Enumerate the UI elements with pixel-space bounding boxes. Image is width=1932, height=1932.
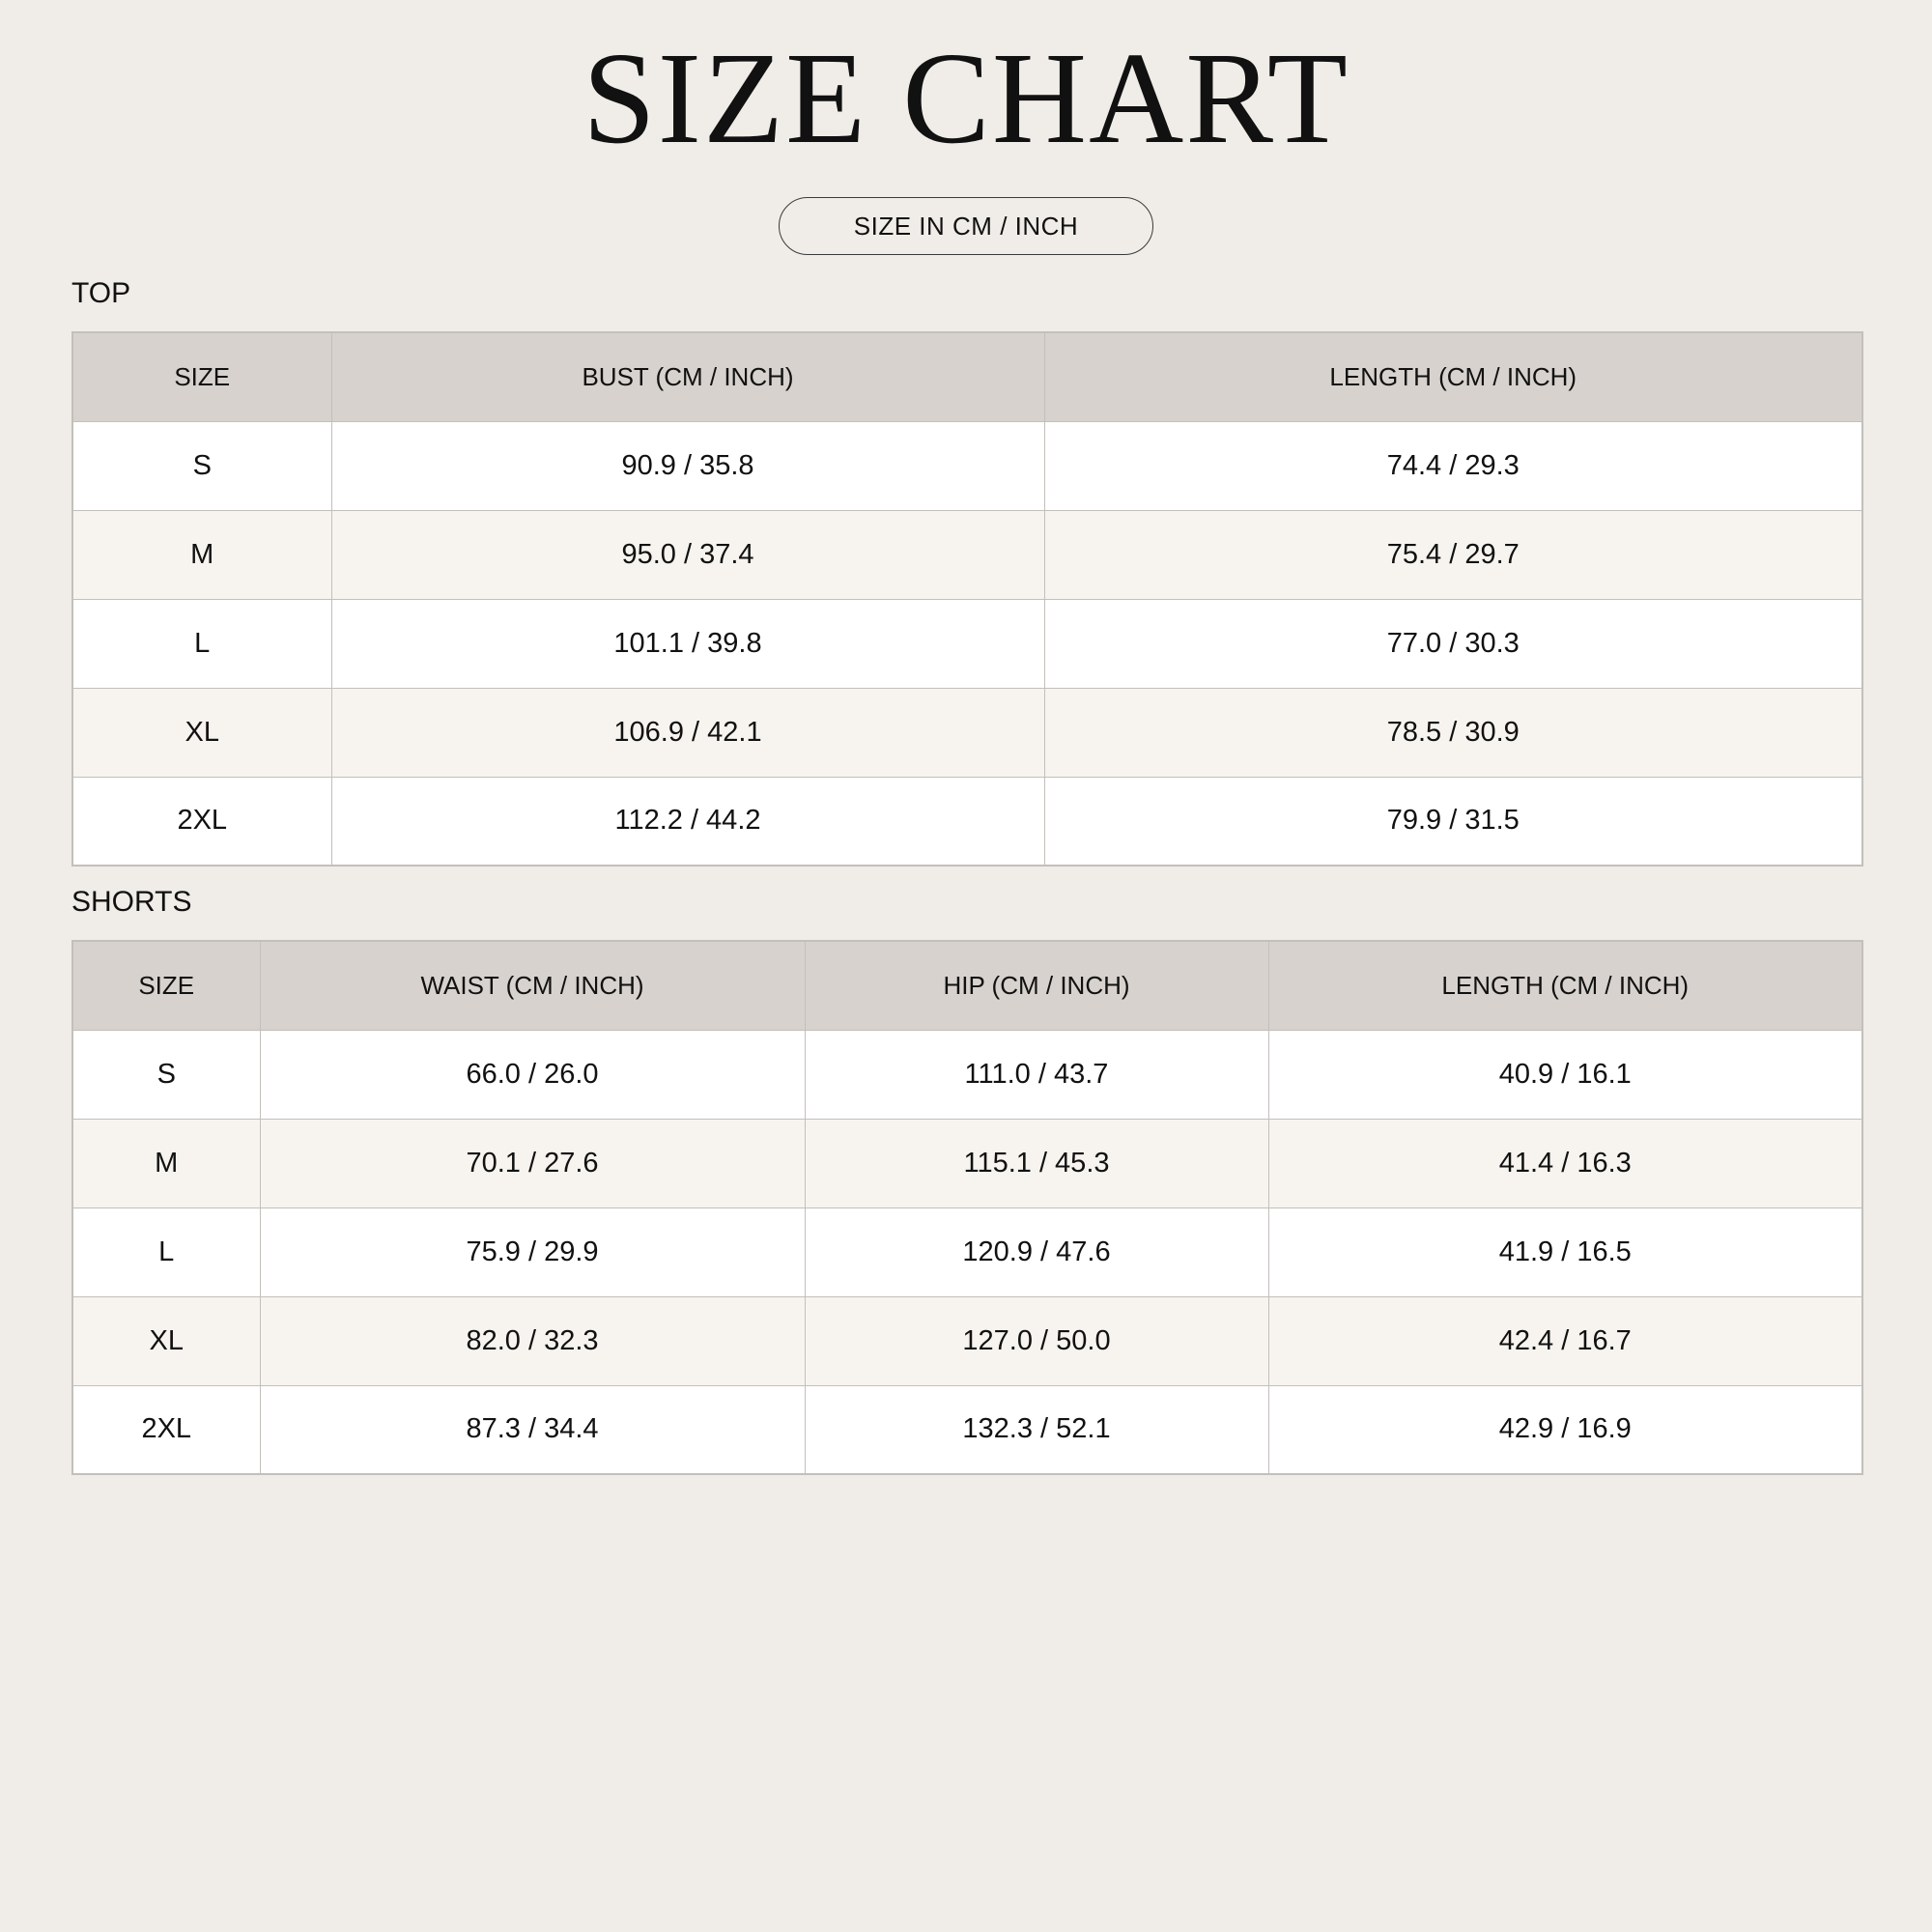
size-cell: M: [72, 1119, 260, 1208]
table-row: [72, 1119, 1862, 1208]
length-cell: 78.5 / 30.9: [1044, 688, 1862, 777]
hip-cell: 120.9 / 47.6: [805, 1208, 1268, 1296]
table-row: [72, 688, 1862, 777]
size-cell: XL: [72, 688, 331, 777]
bust-cell: 90.9 / 35.8: [331, 421, 1044, 510]
table-row: [72, 421, 1862, 510]
length-cell: 74.4 / 29.3: [1044, 421, 1862, 510]
length-cell: 77.0 / 30.3: [1044, 599, 1862, 688]
size-cell: M: [72, 510, 331, 599]
table-row: [72, 1296, 1862, 1385]
length-cell: 79.9 / 31.5: [1044, 777, 1862, 866]
unit-badge: [779, 197, 1153, 255]
table-row: [72, 777, 1862, 866]
column-header: LENGTH (CM / INCH): [1044, 332, 1862, 421]
shorts-size-table: [71, 940, 1863, 1475]
table-header-row: [72, 941, 1862, 1030]
column-header: WAIST (CM / INCH): [260, 941, 805, 1030]
hip-cell: 132.3 / 52.1: [805, 1385, 1268, 1474]
bust-cell: 95.0 / 37.4: [331, 510, 1044, 599]
size-cell: S: [72, 421, 331, 510]
column-header: HIP (CM / INCH): [805, 941, 1268, 1030]
table-header-row: [72, 332, 1862, 421]
section-label-shorts: SHORTS: [71, 886, 192, 918]
column-header: SIZE: [72, 941, 260, 1030]
waist-cell: 66.0 / 26.0: [260, 1030, 805, 1119]
page-title: SIZE CHART: [582, 26, 1350, 171]
hip-cell: 115.1 / 45.3: [805, 1119, 1268, 1208]
length-cell: 41.4 / 16.3: [1268, 1119, 1862, 1208]
waist-cell: 75.9 / 29.9: [260, 1208, 805, 1296]
hip-cell: 127.0 / 50.0: [805, 1296, 1268, 1385]
waist-cell: 87.3 / 34.4: [260, 1385, 805, 1474]
table-row: [72, 510, 1862, 599]
length-cell: 41.9 / 16.5: [1268, 1208, 1862, 1296]
table-row: [72, 1385, 1862, 1474]
unit-badge-label: SIZE IN CM / INCH: [853, 211, 1079, 241]
bust-cell: 112.2 / 44.2: [331, 777, 1044, 866]
size-cell: S: [72, 1030, 260, 1119]
waist-cell: 82.0 / 32.3: [260, 1296, 805, 1385]
table-row: [72, 1030, 1862, 1119]
top-size-table: [71, 331, 1863, 867]
length-cell: 42.4 / 16.7: [1268, 1296, 1862, 1385]
size-cell: 2XL: [72, 1385, 260, 1474]
column-header: BUST (CM / INCH): [331, 332, 1044, 421]
size-cell: XL: [72, 1296, 260, 1385]
column-header: LENGTH (CM / INCH): [1268, 941, 1862, 1030]
column-header: SIZE: [72, 332, 331, 421]
length-cell: 40.9 / 16.1: [1268, 1030, 1862, 1119]
bust-cell: 101.1 / 39.8: [331, 599, 1044, 688]
length-cell: 75.4 / 29.7: [1044, 510, 1862, 599]
size-cell: L: [72, 1208, 260, 1296]
size-cell: L: [72, 599, 331, 688]
table-row: [72, 1208, 1862, 1296]
hip-cell: 111.0 / 43.7: [805, 1030, 1268, 1119]
length-cell: 42.9 / 16.9: [1268, 1385, 1862, 1474]
section-label-top: TOP: [71, 277, 131, 309]
bust-cell: 106.9 / 42.1: [331, 688, 1044, 777]
waist-cell: 70.1 / 27.6: [260, 1119, 805, 1208]
size-cell: 2XL: [72, 777, 331, 866]
table-row: [72, 599, 1862, 688]
